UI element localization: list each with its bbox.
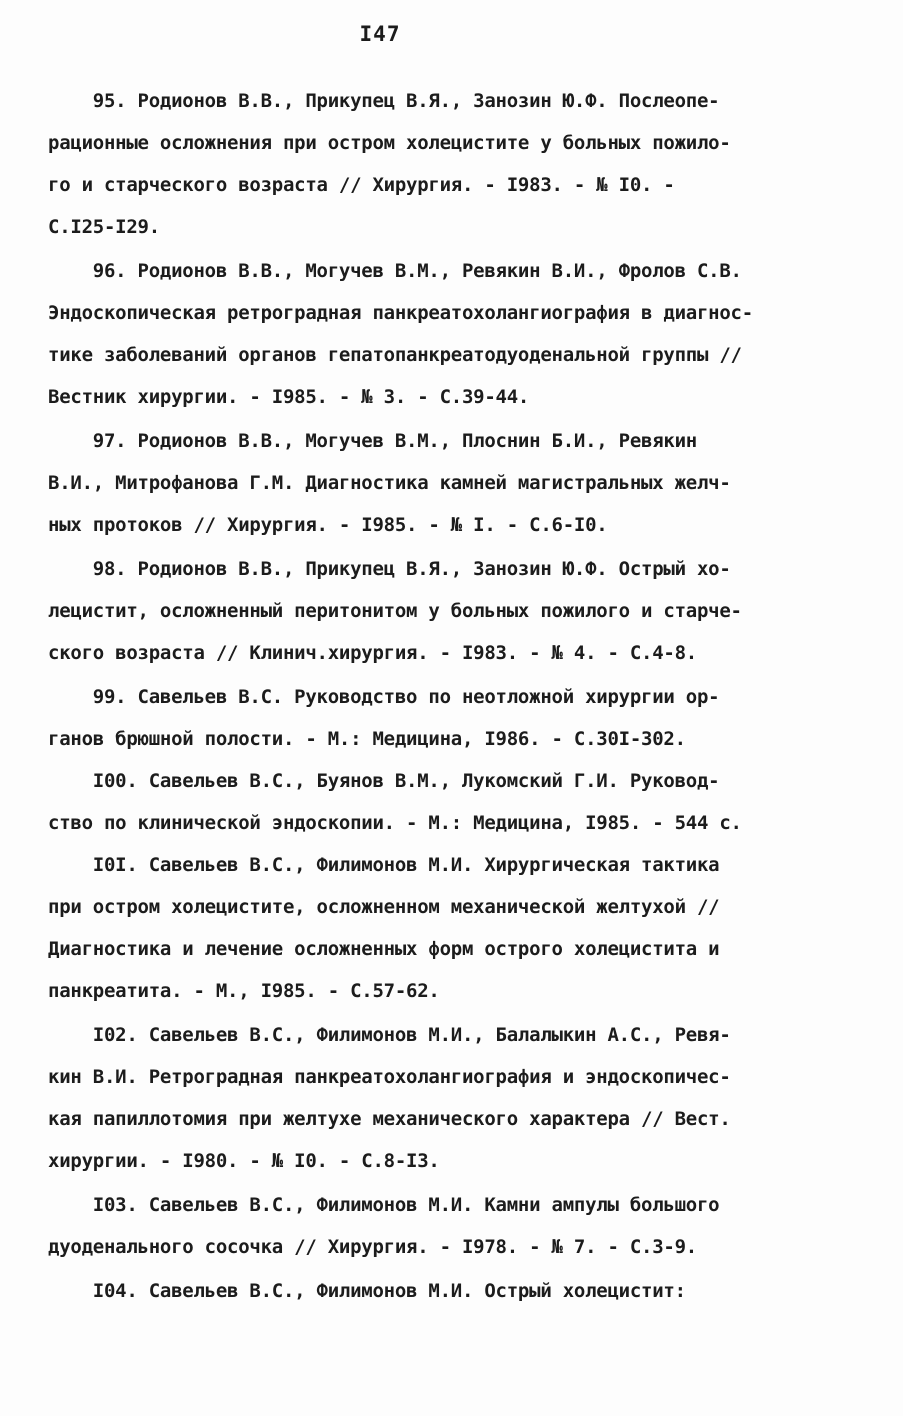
- reference-99-line-2: ганов брюшной полости. - М.: Медицина, I986. - С.30I-302.: [48, 728, 686, 750]
- reference-97-line-2: В.И., Митрофанова Г.М. Диагностика камней магистральных желч-: [48, 472, 731, 494]
- reference-102-line-3: кая папиллотомия при желтухе механического характера // Вест.: [48, 1108, 731, 1130]
- reference-96-line-4: Вестник хирургии. - I985. - № 3. - С.39-44.: [48, 386, 530, 408]
- reference-102-line-2: кин В.И. Ретроградная панкреатохолангиография и эндоскопичес-: [48, 1066, 731, 1088]
- reference-101-line-1: I0I. Савельев В.С., Филимонов М.И. Хирургическая тактика: [48, 854, 720, 876]
- reference-95-line-4: С.I25-I29.: [48, 216, 160, 238]
- reference-99-line-1: 99. Савельев В.С. Руководство по неотложной хирургии ор-: [48, 686, 720, 708]
- reference-96-line-2: Эндоскопическая ретроградная панкреатохолангиография в диагнос-: [48, 302, 753, 324]
- reference-96-line-3: тике заболеваний органов гепатопанкреатодуоденальной группы //: [48, 344, 742, 366]
- reference-95-line-1: 95. Родионов В.В., Прикупец В.Я., Занозин Ю.Ф. Послеопе-: [48, 90, 720, 112]
- reference-101-line-3: Диагностика и лечение осложненных форм острого холецистита и: [48, 938, 720, 960]
- reference-104-line-1: I04. Савельев В.С., Филимонов М.И. Острый холецистит:: [48, 1280, 686, 1302]
- reference-102-line-1: I02. Савельев В.С., Филимонов М.И., Балалыкин А.С., Ревя-: [48, 1024, 731, 1046]
- reference-98-line-1: 98. Родионов В.В., Прикупец В.Я., Занозин Ю.Ф. Острый хо-: [48, 558, 731, 580]
- reference-97-line-3: ных протоков // Хирургия. - I985. - № I. - С.6-I0.: [48, 514, 608, 536]
- reference-100-line-2: ство по клинической эндоскопии. - М.: Медицина, I985. - 544 с.: [48, 812, 742, 834]
- reference-103-line-2: дуоденального сосочка // Хирургия. - I978. - № 7. - С.3-9.: [48, 1236, 697, 1258]
- reference-95-line-2: рационные осложнения при остром холецистите у больных пожило-: [48, 132, 731, 154]
- reference-102-line-4: хирургии. - I980. - № I0. - С.8-I3.: [48, 1150, 440, 1172]
- reference-96-line-1: 96. Родионов В.В., Могучев В.М., Ревякин В.И., Фролов С.В.: [48, 260, 742, 282]
- reference-95-line-3: го и старческого возраста // Хирургия. - I983. - № I0. -: [48, 174, 675, 196]
- reference-98-line-3: ского возраста // Клинич.хирургия. - I983. - № 4. - С.4-8.: [48, 642, 697, 664]
- reference-98-line-2: лецистит, осложненный перитонитом у больных пожилого и старче-: [48, 600, 742, 622]
- reference-101-line-2: при остром холецистите, осложненном механической желтухой //: [48, 896, 720, 918]
- reference-103-line-1: I03. Савельев В.С., Филимонов М.И. Камни ампулы большого: [48, 1194, 720, 1216]
- reference-97-line-1: 97. Родионов В.В., Могучев В.М., Плоснин Б.И., Ревякин: [48, 430, 697, 452]
- page-number: I47: [359, 22, 401, 46]
- reference-100-line-1: I00. Савельев В.С., Буянов В.М., Лукомский Г.И. Руковод-: [48, 770, 720, 792]
- reference-101-line-4: панкреатита. - М., I985. - С.57-62.: [48, 980, 440, 1002]
